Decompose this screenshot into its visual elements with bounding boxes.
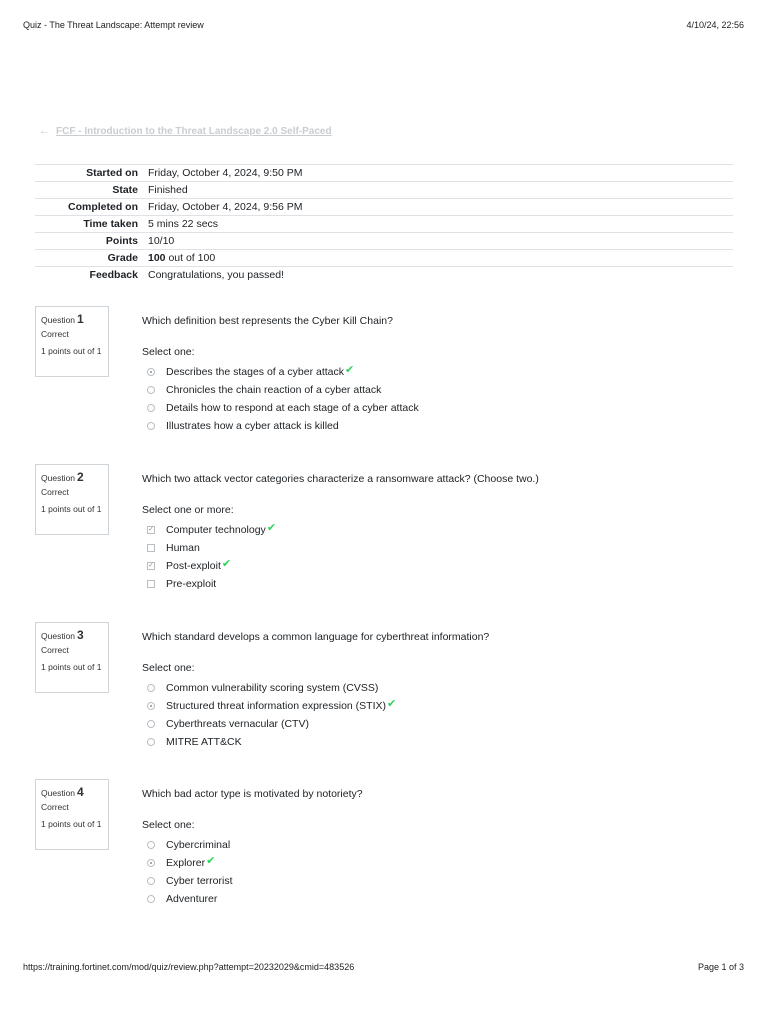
correct-check-icon: ✔ [387,697,397,710]
summary-value: 5 mins 22 secs [148,218,219,230]
question-state: Correct [41,802,69,812]
answer-label: Post-exploit [166,560,221,572]
question-number-line [41,312,108,326]
course-link[interactable]: FCF - Introduction to the Threat Landscape 2.0 Self-Paced [56,125,332,137]
print-footer [23,962,744,974]
question-info-box [35,306,109,377]
answer-label: MITRE ATT&CK [166,736,242,748]
question-prefix: Question [41,315,76,325]
answer-label: Cyberthreats vernacular (CTV) [166,718,309,730]
summary-value: 10/10 [148,235,175,247]
answer-label: Chronicles the chain reaction of a cyber attack [166,384,382,396]
answer-option [147,575,276,593]
question-state: Correct [41,645,69,655]
answer-option [147,890,233,908]
arrow-left-icon: ← [39,125,50,137]
answer-radio [147,702,155,710]
question-number: 1 [77,312,84,326]
answer-label: Illustrates how a cyber attack is killed [166,420,339,432]
answer-radio [147,841,155,849]
answer-label: Human [166,542,200,554]
answer-checkbox: ✓ [148,526,154,533]
answer-option [147,363,419,381]
answer-option [147,557,276,575]
answer-option [147,417,419,435]
summary-row [35,199,733,216]
correct-check-icon: ✔ [266,521,277,534]
summary-row [35,165,733,182]
answer-option [147,679,396,697]
question-grade: 1 points out of 1 [41,504,102,514]
answer-label: Computer technology [166,524,266,536]
answer-radio [147,404,155,412]
summary-row [35,267,733,284]
answer-label: Common vulnerability scoring system (CVSS) [166,682,379,694]
answer-option [147,836,233,854]
question-grade: 1 points out of 1 [41,346,102,356]
answer-radio [147,422,155,430]
answer-prompt: Select one or more: [142,504,234,516]
question-text: Which standard develops a common language for cyberthreat information? [142,631,490,643]
answer-label: Describes the stages of a cyber attack [166,366,345,378]
correct-check-icon: ✔ [221,557,232,570]
answer-option [147,521,276,539]
answer-label: Adventurer [166,893,218,905]
answer-checkbox [147,544,155,552]
answer-label: Structured threat information expression (STIX) [166,700,387,712]
answer-option [147,399,419,417]
answer-radio [147,895,155,903]
summary-row [35,216,733,233]
grade-score: 100 [148,252,166,264]
summary-row [35,182,733,199]
question-prefix: Question [41,473,76,483]
answer-list [147,836,233,908]
question-number-line [41,628,108,642]
answer-radio [147,684,155,692]
answer-label: Details how to respond at each stage of a cyber attack [166,402,419,414]
answer-radio [147,386,155,394]
course-breadcrumb[interactable] [39,125,332,137]
question-number: 4 [77,785,84,799]
question-text: Which two attack vector categories characterize a ransomware attack? (Choose two.) [142,473,539,485]
answer-prompt: Select one: [142,662,195,674]
answer-radio [147,738,155,746]
question-grade: 1 points out of 1 [41,662,102,672]
summary-value: Finished [148,184,188,196]
answer-option [147,854,233,872]
correct-check-icon: ✔ [345,363,355,376]
answer-prompt: Select one: [142,346,195,358]
question-number: 2 [77,470,84,484]
question-number: 3 [77,628,84,642]
answer-radio [147,859,155,867]
answer-label: Explorer [166,857,206,869]
answer-checkbox [147,580,155,588]
print-url: https://training.fortinet.com/mod/quiz/review.php?attempt=20232029&cmid=483526 [23,962,355,972]
answer-list [147,679,396,751]
summary-label: Time taken [83,218,138,230]
answer-option [147,715,396,733]
summary-row [35,250,733,267]
summary-label: Grade [107,252,138,264]
print-datetime: 4/10/24, 22:56 [686,20,744,30]
print-header [23,20,744,32]
summary-label: State [112,184,138,196]
page-number: Page 1 of 3 [697,962,744,972]
summary-value: Friday, October 4, 2024, 9:56 PM [148,201,303,213]
answer-radio [147,877,155,885]
question-state: Correct [41,487,69,497]
answer-list [147,363,419,435]
answer-prompt: Select one: [142,819,195,831]
question-number-line [41,785,108,799]
question-number-line [41,470,108,484]
question-info-box [35,464,109,535]
answer-radio [147,368,155,376]
summary-row [35,233,733,250]
answer-option [147,381,419,399]
answer-label: Cyber terrorist [166,875,233,887]
question-prefix: Question [41,631,76,641]
answer-option [147,872,233,890]
question-info-box [35,779,109,850]
question-grade: 1 points out of 1 [41,819,102,829]
question-text: Which bad actor type is motivated by notoriety? [142,788,363,800]
question-text: Which definition best represents the Cyber Kill Chain? [142,315,393,327]
correct-check-icon: ✔ [206,854,216,867]
summary-value [148,250,733,267]
question-info-box [35,622,109,693]
question-state: Correct [41,329,69,339]
answer-list [147,521,276,593]
answer-option [147,733,396,751]
answer-option [147,697,396,715]
summary-value: Friday, October 4, 2024, 9:50 PM [148,167,303,179]
summary-value: Congratulations, you passed! [148,269,285,282]
attempt-summary-table [35,164,733,284]
summary-label: Completed on [68,201,138,213]
summary-label: Feedback [89,269,138,282]
answer-radio [147,720,155,728]
answer-label: Pre-exploit [166,578,217,590]
question-prefix: Question [41,788,76,798]
summary-label: Points [105,235,138,247]
print-page-title: Quiz - The Threat Landscape: Attempt review [23,20,204,30]
answer-option [147,539,276,557]
summary-label: Started on [86,167,138,179]
answer-checkbox: ✓ [148,562,154,569]
answer-label: Cybercriminal [166,839,231,851]
grade-total: out of 100 [165,252,216,264]
